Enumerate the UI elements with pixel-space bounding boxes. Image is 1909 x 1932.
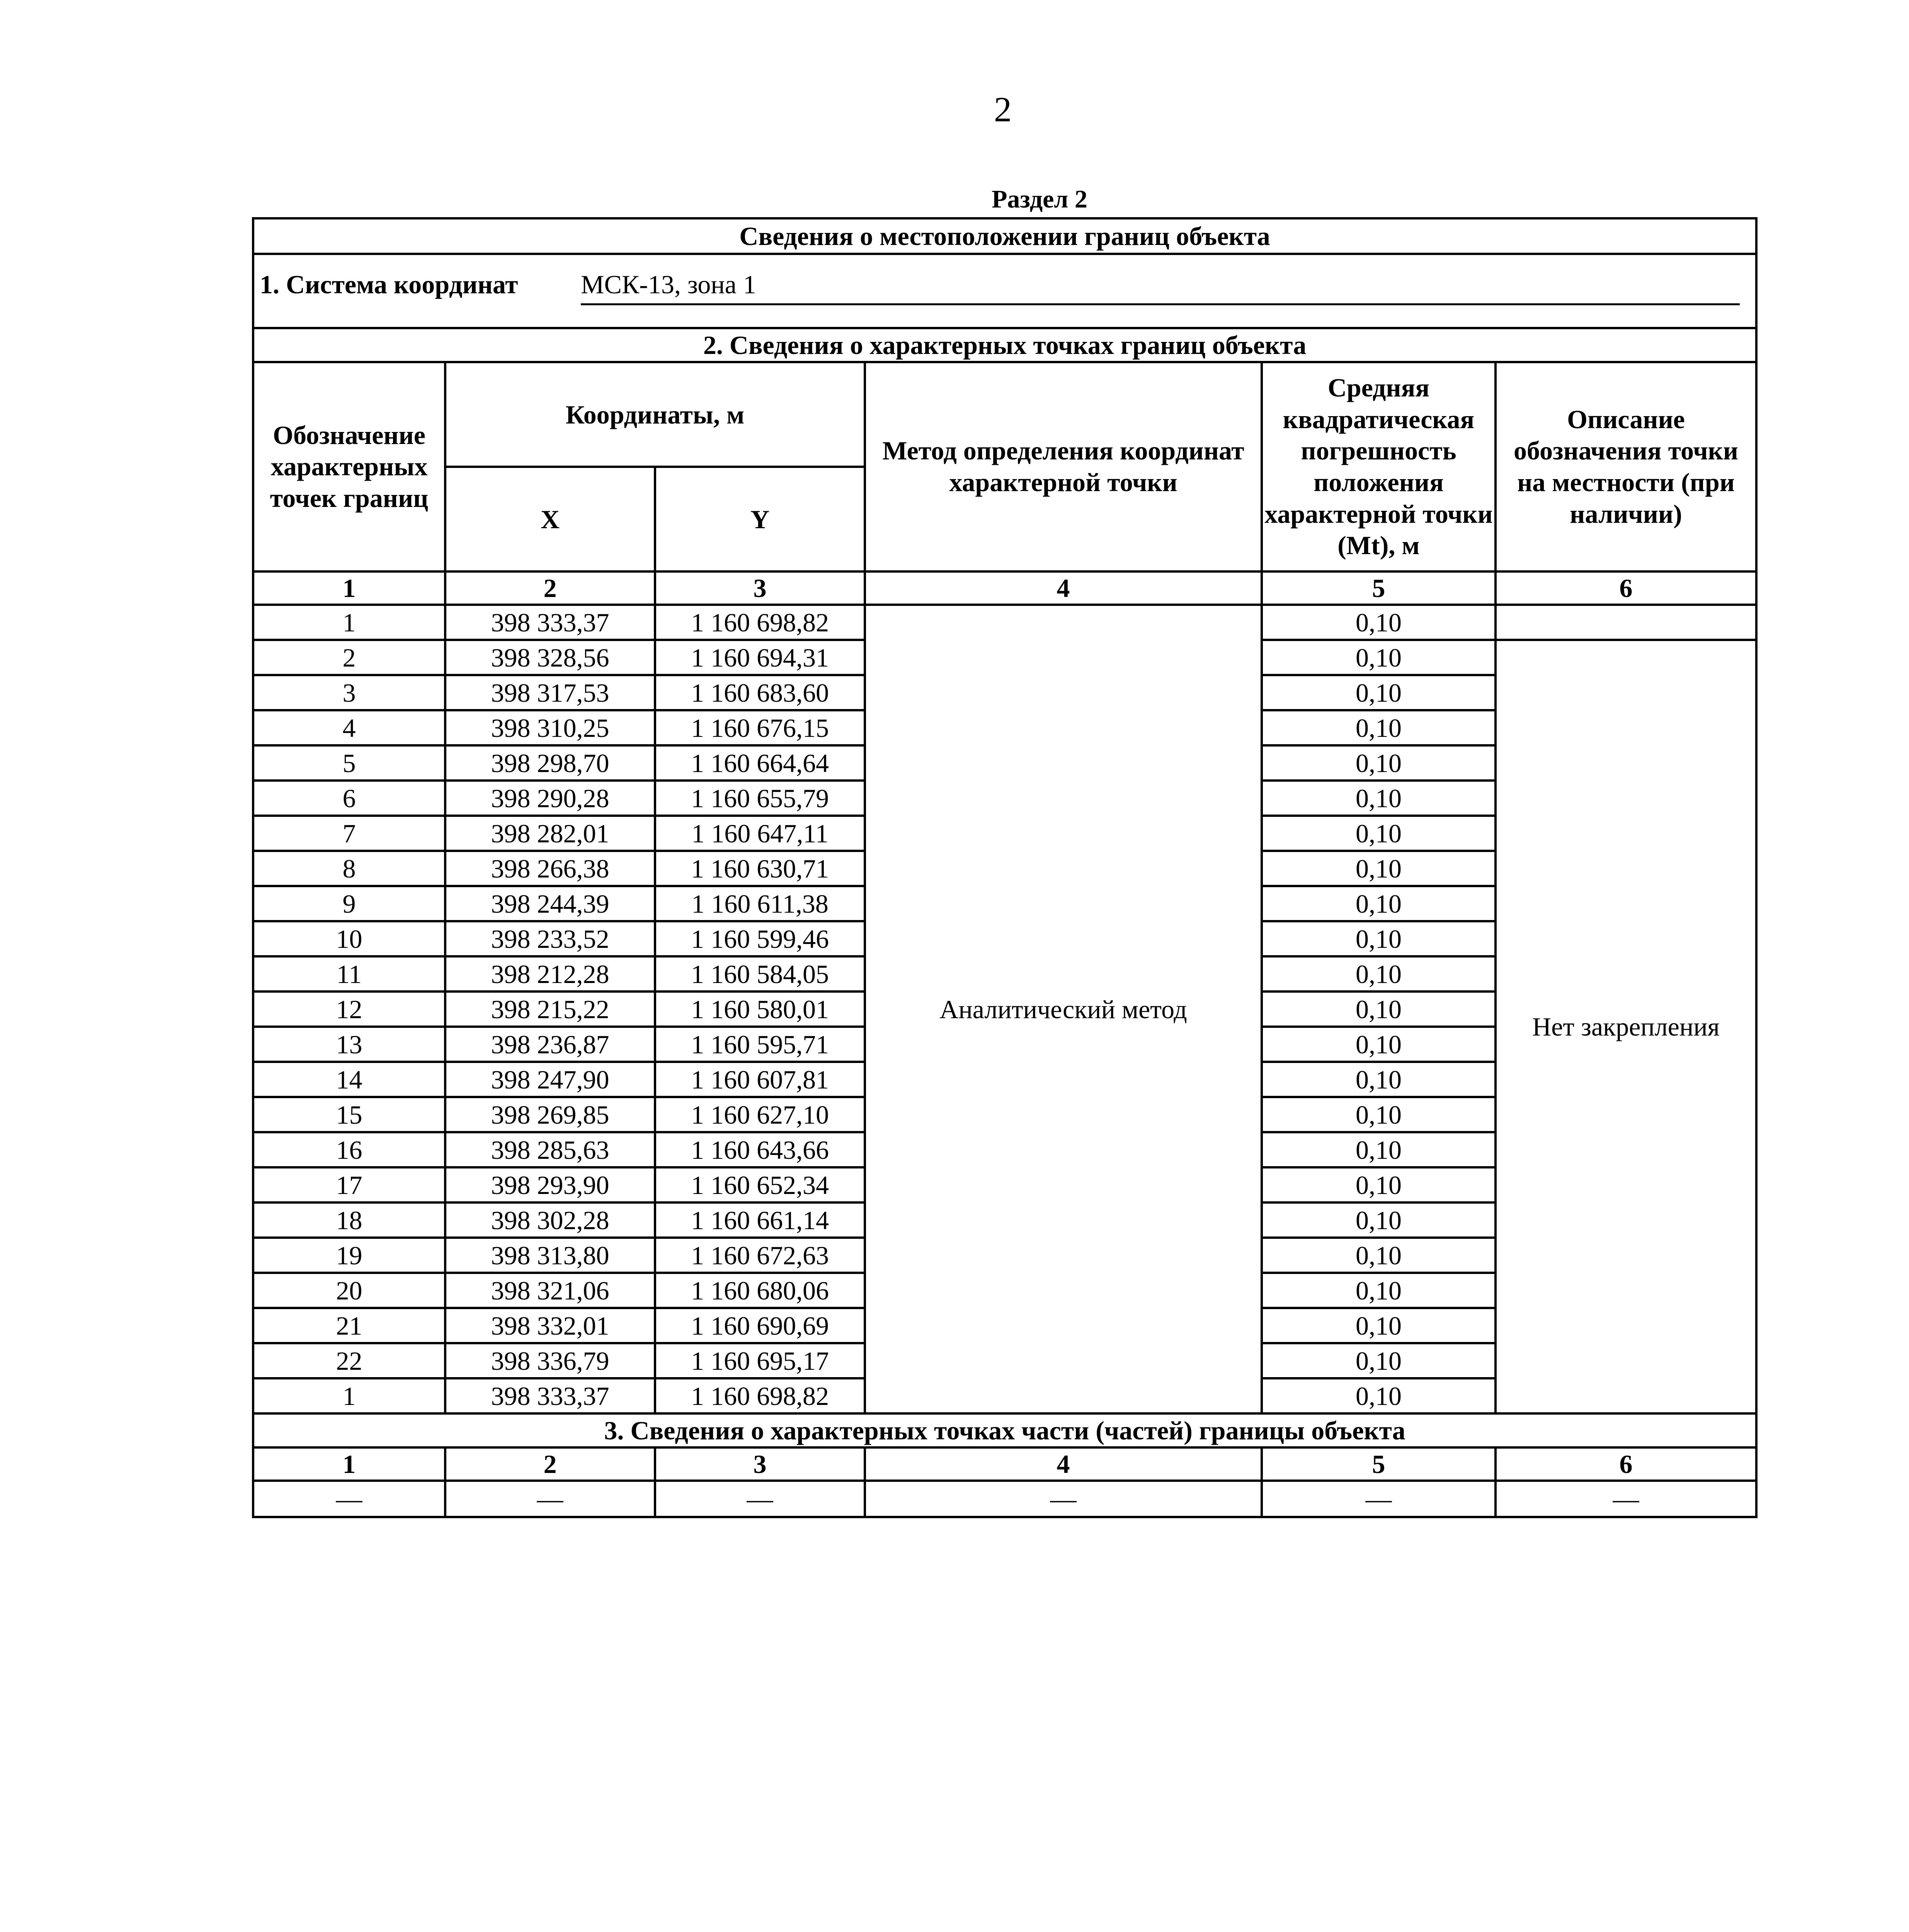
- header-error: Средняя квадратическая погрешность положения характерной точки (Mt), м: [1262, 362, 1496, 571]
- mt-error-cell: 0,10: [1262, 1167, 1496, 1202]
- point-id-cell: 7: [253, 816, 445, 851]
- mt-error-cell: 0,10: [1262, 886, 1496, 921]
- coord-system-cell: [253, 254, 1756, 328]
- mt-error-cell: 0,10: [1262, 992, 1496, 1027]
- x-coordinate-cell: 398 290,28: [445, 781, 655, 816]
- point-id-cell: 9: [253, 886, 445, 921]
- y-coordinate-cell: 1 160 652,34: [655, 1167, 865, 1202]
- x-coordinate-cell: 398 212,28: [445, 956, 655, 992]
- point-id-cell: 17: [253, 1167, 445, 1202]
- sub3-column-number: 4: [865, 1447, 1262, 1481]
- subsection2-title: 2. Сведения о характерных точках границ объекта: [253, 328, 1756, 362]
- x-coordinate-cell: 398 317,53: [445, 675, 655, 710]
- coord-system-label: 1. Система координат: [260, 270, 518, 299]
- mt-error-cell: 0,10: [1262, 1273, 1496, 1308]
- point-id-cell: 3: [253, 675, 445, 710]
- sub3-column-number: 5: [1262, 1447, 1496, 1481]
- y-coordinate-cell: 1 160 611,38: [655, 886, 865, 921]
- x-coordinate-cell: 398 333,37: [445, 1378, 655, 1413]
- y-coordinate-cell: 1 160 698,82: [655, 605, 865, 640]
- y-coordinate-cell: 1 160 627,10: [655, 1097, 865, 1132]
- sub3-column-number: 2: [445, 1447, 655, 1481]
- y-coordinate-cell: 1 160 647,11: [655, 816, 865, 851]
- empty-dash-cell: —: [445, 1481, 655, 1517]
- point-id-cell: 10: [253, 921, 445, 956]
- table-row: [253, 605, 1756, 640]
- point-id-cell: 16: [253, 1132, 445, 1167]
- mt-error-cell: 0,10: [1262, 1202, 1496, 1238]
- point-id-cell: 13: [253, 1027, 445, 1062]
- y-coordinate-cell: 1 160 580,01: [655, 992, 865, 1027]
- mt-error-cell: 0,10: [1262, 1238, 1496, 1273]
- point-id-cell: 20: [253, 1273, 445, 1308]
- point-id-cell: 18: [253, 1202, 445, 1238]
- x-coordinate-cell: 398 321,06: [445, 1273, 655, 1308]
- point-id-cell: 12: [253, 992, 445, 1027]
- y-coordinate-cell: 1 160 595,71: [655, 1027, 865, 1062]
- column-number: 6: [1496, 571, 1756, 605]
- point-id-cell: 1: [253, 605, 445, 640]
- point-id-cell: 11: [253, 956, 445, 992]
- table-title: Сведения о местоположении границ объекта: [253, 218, 1756, 254]
- y-coordinate-cell: 1 160 676,15: [655, 710, 865, 745]
- x-coordinate-cell: 398 302,28: [445, 1202, 655, 1238]
- y-coordinate-cell: 1 160 584,05: [655, 956, 865, 992]
- coord-system-value: МСК-13, зона 1: [581, 270, 756, 299]
- y-coordinate-cell: 1 160 655,79: [655, 781, 865, 816]
- point-id-cell: 2: [253, 640, 445, 675]
- mt-error-cell: 0,10: [1262, 1132, 1496, 1167]
- description-cell-blank: [1496, 605, 1756, 640]
- point-id-cell: 5: [253, 745, 445, 781]
- x-coordinate-cell: 398 310,25: [445, 710, 655, 745]
- header-x: X: [445, 467, 655, 571]
- mt-error-cell: 0,10: [1262, 710, 1496, 745]
- y-coordinate-cell: 1 160 680,06: [655, 1273, 865, 1308]
- point-id-cell: 4: [253, 710, 445, 745]
- header-coordinates: Координаты, м: [445, 362, 865, 467]
- header-point-designation: Обозначение характерных точек границ: [253, 362, 445, 571]
- mt-error-cell: 0,10: [1262, 1027, 1496, 1062]
- x-coordinate-cell: 398 328,56: [445, 640, 655, 675]
- coord-system-underline: [581, 303, 1740, 305]
- x-coordinate-cell: 398 293,90: [445, 1167, 655, 1202]
- column-number: 2: [445, 571, 655, 605]
- empty-dash-cell: —: [1262, 1481, 1496, 1517]
- point-id-cell: 1: [253, 1378, 445, 1413]
- y-coordinate-cell: 1 160 698,82: [655, 1378, 865, 1413]
- y-coordinate-cell: 1 160 607,81: [655, 1062, 865, 1097]
- point-id-cell: 21: [253, 1308, 445, 1343]
- sub3-column-number: 1: [253, 1447, 445, 1481]
- mt-error-cell: 0,10: [1262, 745, 1496, 781]
- sub3-column-number: 6: [1496, 1447, 1756, 1481]
- description-cell: Нет закрепления: [1496, 640, 1756, 1413]
- mt-error-cell: 0,10: [1262, 640, 1496, 675]
- x-coordinate-cell: 398 236,87: [445, 1027, 655, 1062]
- mt-error-cell: 0,10: [1262, 1097, 1496, 1132]
- mt-error-cell: 0,10: [1262, 921, 1496, 956]
- mt-error-cell: 0,10: [1262, 1378, 1496, 1413]
- y-coordinate-cell: 1 160 672,63: [655, 1238, 865, 1273]
- page-number: 2: [994, 90, 1012, 129]
- point-id-cell: 14: [253, 1062, 445, 1097]
- empty-dash-cell: —: [865, 1481, 1262, 1517]
- mt-error-cell: 0,10: [1262, 781, 1496, 816]
- mt-error-cell: 0,10: [1262, 675, 1496, 710]
- header-description: Описание обозначения точки на местности (при наличии): [1496, 362, 1756, 571]
- mt-error-cell: 0,10: [1262, 1308, 1496, 1343]
- empty-dash-cell: —: [1496, 1481, 1756, 1517]
- mt-error-cell: 0,10: [1262, 1062, 1496, 1097]
- mt-error-cell: 0,10: [1262, 956, 1496, 992]
- x-coordinate-cell: 398 247,90: [445, 1062, 655, 1097]
- y-coordinate-cell: 1 160 694,31: [655, 640, 865, 675]
- x-coordinate-cell: 398 282,01: [445, 816, 655, 851]
- point-id-cell: 15: [253, 1097, 445, 1132]
- y-coordinate-cell: 1 160 683,60: [655, 675, 865, 710]
- x-coordinate-cell: 398 285,63: [445, 1132, 655, 1167]
- mt-error-cell: 0,10: [1262, 1343, 1496, 1378]
- empty-dash-cell: —: [253, 1481, 445, 1517]
- mt-error-cell: 0,10: [1262, 816, 1496, 851]
- x-coordinate-cell: 398 266,38: [445, 851, 655, 886]
- x-coordinate-cell: 398 333,37: [445, 605, 655, 640]
- x-coordinate-cell: 398 215,22: [445, 992, 655, 1027]
- subsection3-title: 3. Сведения о характерных точках части (частей) границы объекта: [253, 1413, 1756, 1447]
- y-coordinate-cell: 1 160 630,71: [655, 851, 865, 886]
- mt-error-cell: 0,10: [1262, 605, 1496, 640]
- y-coordinate-cell: 1 160 664,64: [655, 745, 865, 781]
- mt-error-cell: 0,10: [1262, 851, 1496, 886]
- column-number: 4: [865, 571, 1262, 605]
- y-coordinate-cell: 1 160 661,14: [655, 1202, 865, 1238]
- boundary-table: [252, 217, 1758, 1518]
- header-method: Метод определения координат характерной точки: [865, 362, 1262, 571]
- column-number: 5: [1262, 571, 1496, 605]
- y-coordinate-cell: 1 160 643,66: [655, 1132, 865, 1167]
- method-cell: Аналитический метод: [865, 605, 1262, 1413]
- column-number: 3: [655, 571, 865, 605]
- point-id-cell: 19: [253, 1238, 445, 1273]
- x-coordinate-cell: 398 332,01: [445, 1308, 655, 1343]
- header-y: Y: [655, 467, 865, 571]
- x-coordinate-cell: 398 298,70: [445, 745, 655, 781]
- x-coordinate-cell: 398 269,85: [445, 1097, 655, 1132]
- x-coordinate-cell: 398 336,79: [445, 1343, 655, 1378]
- column-number: 1: [253, 571, 445, 605]
- point-id-cell: 8: [253, 851, 445, 886]
- y-coordinate-cell: 1 160 695,17: [655, 1343, 865, 1378]
- sub3-column-number: 3: [655, 1447, 865, 1481]
- point-id-cell: 22: [253, 1343, 445, 1378]
- point-id-cell: 6: [253, 781, 445, 816]
- x-coordinate-cell: 398 313,80: [445, 1238, 655, 1273]
- x-coordinate-cell: 398 233,52: [445, 921, 655, 956]
- x-coordinate-cell: 398 244,39: [445, 886, 655, 921]
- y-coordinate-cell: 1 160 599,46: [655, 921, 865, 956]
- empty-dash-cell: —: [655, 1481, 865, 1517]
- section-title: Раздел 2: [992, 185, 1087, 213]
- y-coordinate-cell: 1 160 690,69: [655, 1308, 865, 1343]
